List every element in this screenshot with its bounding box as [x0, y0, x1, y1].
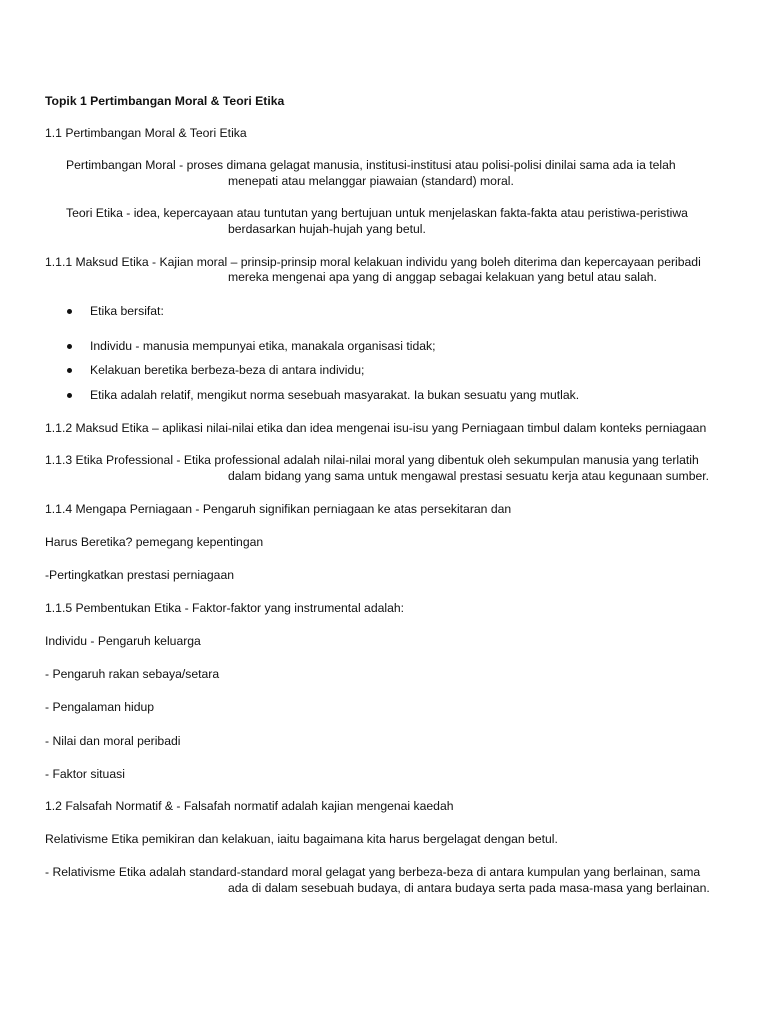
- section-1-1-3-line2: dalam bidang yang sama untuk mengawal prestasi sesuatu kerja atau kegunaan sumber.: [228, 469, 710, 483]
- bullet-icon: [67, 368, 72, 373]
- individu-text: Individu - Pengaruh keluarga: [45, 634, 201, 648]
- section-1-1-heading: 1.1 Pertimbangan Moral & Teori Etika: [45, 126, 247, 140]
- bullet-icon: [67, 393, 72, 398]
- bullet-text: Kelakuan beretika berbeza-beza di antara individu;: [90, 363, 365, 377]
- section-1-2: 1.2 Falsafah Normatif & - Falsafah normatif adalah kajian mengenai kaedah: [45, 799, 454, 813]
- section-1-1-2: 1.1.2 Maksud Etika – aplikasi nilai-nilai etika dan idea mengenai isu-isu yang Perniagaan timbul dalam konteks perniagaan: [45, 421, 707, 435]
- teori-definition-line2: berdasarkan hujah-hujah yang betul.: [228, 222, 426, 236]
- teori-definition-line1: Teori Etika - idea, kepercayaan atau tuntutan yang bertujuan untuk menjelaskan fakta-fakta atau peristiwa-peristiwa: [66, 206, 688, 220]
- moral-definition-line2: menepati atau melanggar piawaian (standard) moral.: [228, 174, 514, 188]
- relativisme-definition-line2: ada di dalam sesebuah budaya, di antara budaya serta pada masa-masa yang berlainan.: [228, 881, 710, 895]
- pengalaman-hidup-text: - Pengalaman hidup: [45, 700, 155, 714]
- bullet-icon: [67, 344, 72, 349]
- bullet-text: Etika bersifat:: [90, 304, 164, 318]
- section-1-1-1-line1: 1.1.1 Maksud Etika - Kajian moral – prinsip-prinsip moral kelakuan individu yang boleh diterima dan kepercayaan peribadi: [45, 255, 701, 269]
- bullet-text: Etika adalah relatif, mengikut norma sesebuah masyarakat. Ia bukan sesuatu yang mutlak.: [90, 388, 580, 402]
- pertingkatkan-text: -Pertingkatkan prestasi perniagaan: [45, 568, 235, 582]
- bullet-icon: [67, 309, 72, 314]
- page-title: Topik 1 Pertimbangan Moral & Teori Etika: [45, 94, 285, 108]
- rakan-sebaya-text: - Pengaruh rakan sebaya/setara: [45, 667, 220, 681]
- harus-beretika-text: Harus Beretika? pemegang kepentingan: [45, 535, 264, 549]
- relativisme-text: Relativisme Etika pemikiran dan kelakuan, iaitu bagaimana kita harus bergelagat dengan betul.: [45, 832, 558, 846]
- faktor-situasi-text: - Faktor situasi: [45, 767, 125, 781]
- section-1-1-5: 1.1.5 Pembentukan Etika - Faktor-faktor yang instrumental adalah:: [45, 601, 405, 615]
- bullet-text: Individu - manusia mempunyai etika, manakala organisasi tidak;: [90, 339, 436, 353]
- nilai-moral-text: - Nilai dan moral peribadi: [45, 734, 181, 748]
- moral-definition-line1: Pertimbangan Moral - proses dimana gelagat manusia, institusi-institusi atau polisi-polisi dinilai sama ada ia telah: [66, 158, 676, 172]
- relativisme-definition-line1: - Relativisme Etika adalah standard-standard moral gelagat yang berbeza-beza di antara kumpulan yang berlainan, sama: [45, 865, 701, 879]
- section-1-1-3-line1: 1.1.3 Etika Professional - Etika professional adalah nilai-nilai moral yang dibentuk oleh sekumpulan manusia yang terlatih: [45, 453, 699, 467]
- section-1-1-4: 1.1.4 Mengapa Perniagaan - Pengaruh signifikan perniagaan ke atas persekitaran dan: [45, 502, 512, 516]
- section-1-1-1-line2: mereka mengenai apa yang di anggap sebagai kelakuan yang betul atau salah.: [228, 270, 657, 284]
